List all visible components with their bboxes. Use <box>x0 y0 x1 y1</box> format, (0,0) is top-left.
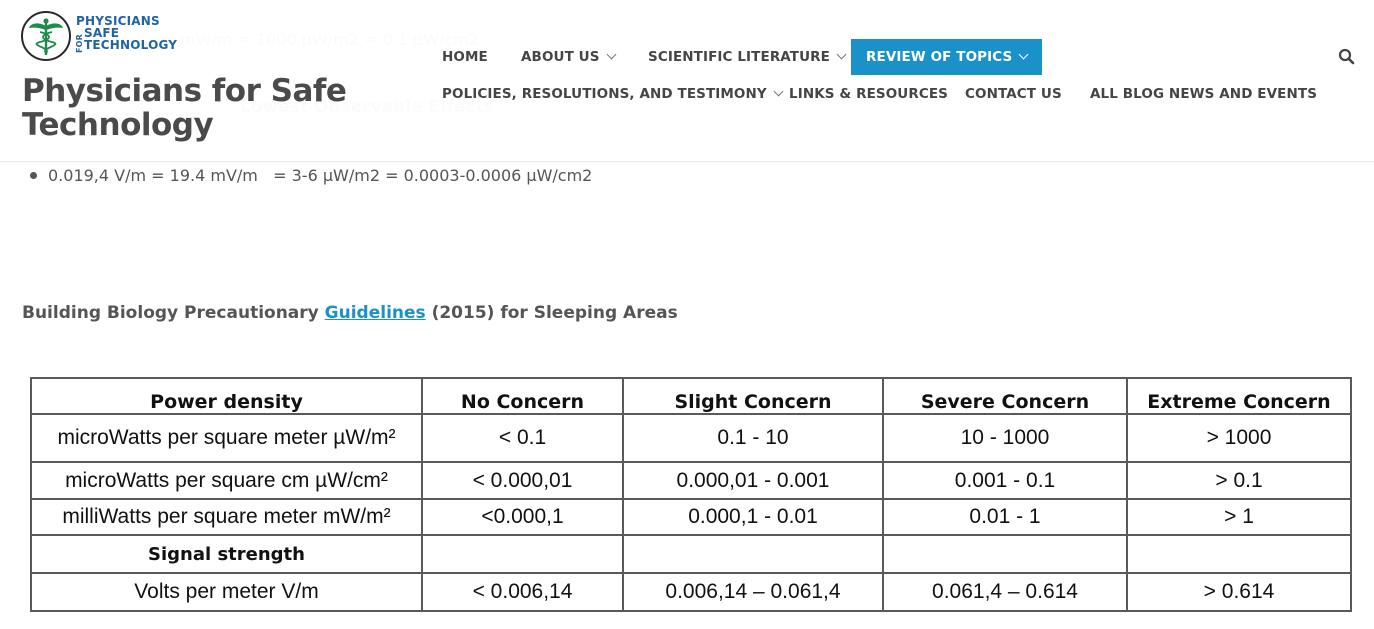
chevron-down-icon <box>1019 50 1029 60</box>
nav-scientific-literature[interactable] <box>648 39 845 75</box>
table-cell: > 0.614 <box>1127 573 1351 611</box>
chevron-down-icon <box>773 87 783 97</box>
guidelines-link[interactable]: Guidelines <box>324 303 426 323</box>
site-title-line-1: Physicians for Safe <box>22 73 347 109</box>
site-title[interactable] <box>22 74 346 142</box>
nav-scientific-literature-label: SCIENTIFIC LITERATURE <box>648 49 830 65</box>
caduceus-icon <box>21 11 71 61</box>
nav-links-resources[interactable] <box>789 76 948 112</box>
list-item-text: 0.019,4 V/m = 19.4 mV/m = 3-6 µW/m2 = 0.0003-0.0006 µW/cm2 <box>48 166 593 185</box>
table-header-cell: Extreme Concern <box>1127 378 1351 414</box>
table-row <box>31 462 1351 499</box>
table-cell: < 0.000,01 <box>422 462 623 499</box>
table-cell: < 0.006,14 <box>422 573 623 611</box>
table-cell: 0.000,1 - 0.01 <box>623 499 883 535</box>
site-title-line-2: Technology <box>22 107 214 143</box>
table-subheader-cell: Signal strength <box>31 535 422 573</box>
table-cell: > 1 <box>1127 499 1351 535</box>
logo-line-3: TECHNOLOGY <box>84 38 178 52</box>
table-cell <box>883 535 1127 573</box>
table-header-cell: Slight Concern <box>623 378 883 414</box>
chevron-down-icon <box>606 50 616 60</box>
heading-text-post: (2015) for Sleeping Areas <box>425 303 678 323</box>
table-cell <box>623 535 883 573</box>
table-cell: 0.000,01 - 0.001 <box>623 462 883 499</box>
nav-about-us-label: ABOUT US <box>521 49 600 65</box>
table-row <box>31 535 1351 573</box>
nav-links-resources-label: LINKS & RESOURCES <box>789 86 949 102</box>
table-cell: > 1000 <box>1127 414 1351 462</box>
nav-home[interactable] <box>442 39 488 75</box>
table-header-cell: Power density <box>31 378 422 414</box>
table-cell: 0.001 - 0.1 <box>883 462 1127 499</box>
section-heading <box>22 303 678 323</box>
search-icon <box>1338 48 1356 66</box>
bullet-icon <box>30 172 37 179</box>
table-cell: Volts per meter V/m <box>31 573 422 611</box>
nav-home-label: HOME <box>442 49 488 65</box>
table-row <box>31 573 1351 611</box>
table-cell: > 0.1 <box>1127 462 1351 499</box>
nav-review-of-topics-label: REVIEW OF TOPICS <box>866 49 1013 65</box>
table-row <box>31 414 1351 462</box>
nav-policies[interactable] <box>442 76 782 112</box>
nav-review-of-topics[interactable] <box>851 39 1042 75</box>
nav-policies-label: POLICIES, RESOLUTIONS, AND TESTIMONY <box>442 86 767 102</box>
list-item <box>30 166 592 185</box>
nav-blog-news-events[interactable] <box>1090 76 1317 112</box>
table-header-cell: Severe Concern <box>883 378 1127 414</box>
table-header-cell: No Concern <box>422 378 623 414</box>
table-cell: < 0.1 <box>422 414 623 462</box>
table-cell: microWatts per square cm µW/cm² <box>31 462 422 499</box>
logo-line-2: SAFE <box>84 26 120 40</box>
table-cell: 0.01 - 1 <box>883 499 1127 535</box>
search-button[interactable] <box>1338 48 1356 66</box>
site-header <box>0 0 1374 162</box>
nav-blog-news-events-label: ALL BLOG NEWS AND EVENTS <box>1090 86 1318 102</box>
logo-line-1: PHYSICIANS <box>76 14 160 28</box>
table-cell <box>1127 535 1351 573</box>
nav-about-us[interactable] <box>521 39 615 75</box>
table-cell: 0.061,4 – 0.614 <box>883 573 1127 611</box>
precautionary-guidelines-table <box>30 377 1352 612</box>
chevron-down-icon <box>837 50 847 60</box>
table-header-row <box>31 378 1351 414</box>
table-cell: 0.006,14 – 0.061,4 <box>623 573 883 611</box>
table-row <box>31 499 1351 535</box>
nav-contact-us[interactable] <box>965 76 1062 112</box>
nav-contact-us-label: CONTACT US <box>965 86 1062 102</box>
table-cell: <0.000,1 <box>422 499 623 535</box>
logo-wordmark <box>76 15 177 51</box>
table-cell: 10 - 1000 <box>883 414 1127 462</box>
table-cell: microWatts per square meter µW/m² <box>31 414 422 462</box>
table-cell <box>422 535 623 573</box>
logo-for-text: FOR <box>75 33 84 53</box>
table-cell: 0.1 - 10 <box>623 414 883 462</box>
heading-text-pre: Building Biology Precautionary <box>22 303 325 323</box>
table-cell: milliWatts per square meter mW/m² <box>31 499 422 535</box>
site-logo[interactable] <box>21 11 181 63</box>
